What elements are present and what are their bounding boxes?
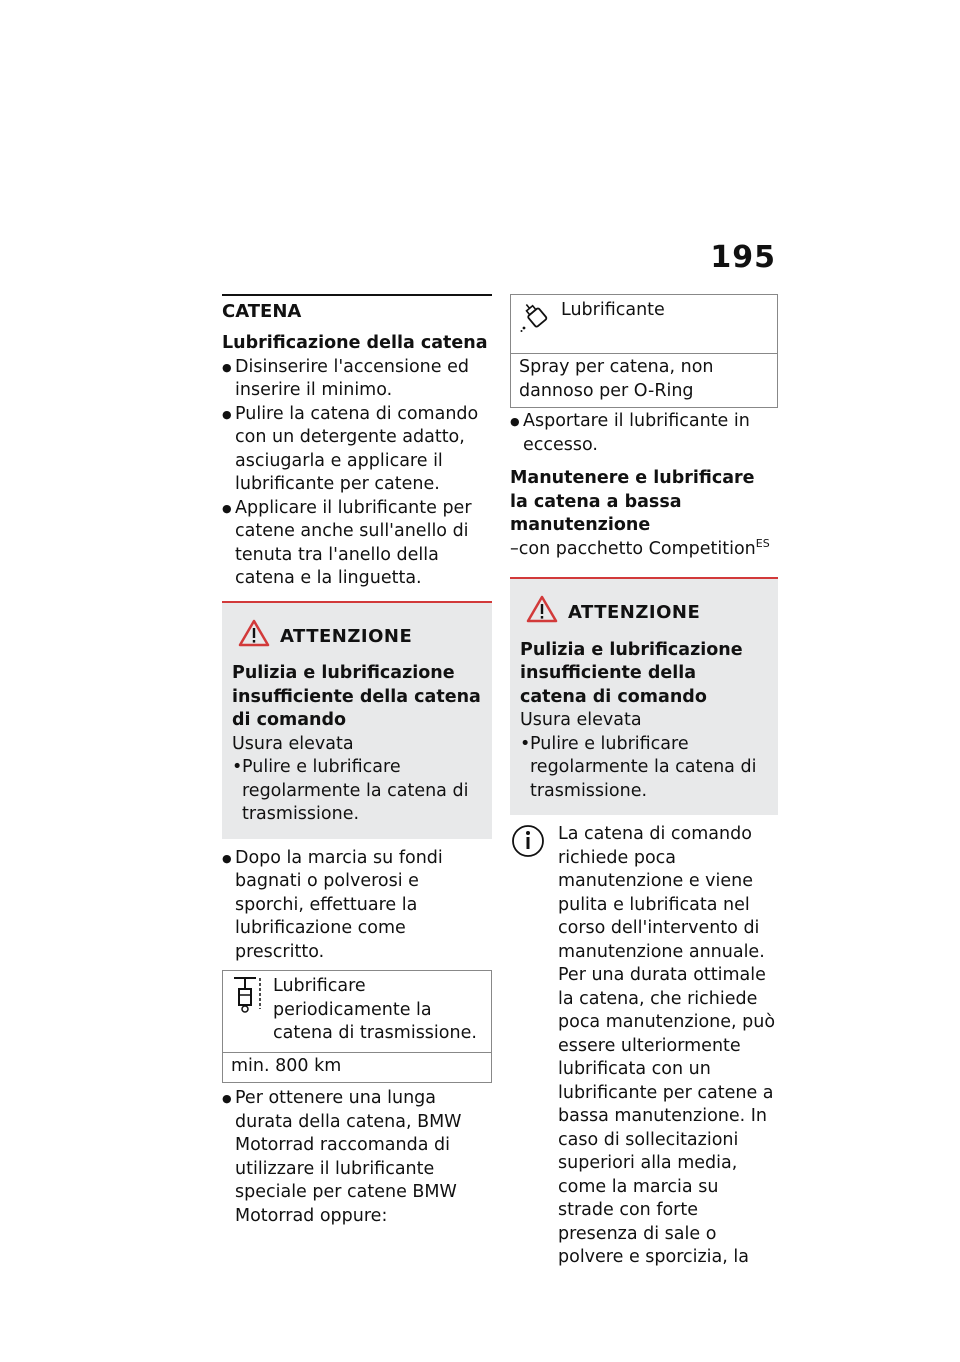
interval-table <box>222 970 492 1083</box>
section-title: CATENA <box>222 301 302 322</box>
maintenance-interval-icon <box>231 975 265 1046</box>
info-note <box>510 823 778 1270</box>
info-icon <box>510 823 548 1270</box>
warning-header <box>526 595 768 631</box>
warning-hazard: Pulizia e lubrificazione insufficiente della catena di comando <box>520 639 743 707</box>
lubricant-table <box>510 294 778 408</box>
subheading-low-maintenance: Manutenere e lubrificare la catena a bassa manutenzione <box>510 468 755 535</box>
warning-title: ATTENZIONE <box>568 602 701 623</box>
step-item: ● Applicare il lubrificante per catene anche sull'anello di tenuta tra l'anello della catena e la linguetta. <box>222 497 492 591</box>
lubricant-row <box>511 295 777 354</box>
step-item: ● Per ottenere una lunga durata della catena, BMW Motorrad raccomanda di utilizzare il lubrificante speciale per catene BMW Motorrad oppure: <box>222 1087 492 1228</box>
oil-can-icon <box>519 299 553 347</box>
warning-box <box>222 601 492 839</box>
left-column <box>222 294 492 1228</box>
option-code: ES <box>755 536 770 550</box>
section-rule <box>222 294 492 296</box>
option-note: –con pacchetto Competition$^{ES}$ <box>510 536 770 559</box>
step-item: ● Pulire la catena di comando con un detergente adatto, asciugarla e applicare il lubrificante per catene. <box>222 403 492 497</box>
warning-triangle-icon <box>526 595 558 631</box>
info-text: La catena di comando richiede poca manutenzione e viene pulita e lubrificata nel corso dell'intervento di manutenzione annuale. Per una durata ottimale la catena, che richiede poca manutenzione, può essere ulteriormente lubrificata con un lubrificante per catene a bassa manutenzione. In caso di sollecitazioni superiori alla media, come la marcia su strade con forte presenza di sale o polvere e sporcizia, la <box>558 824 776 1267</box>
interval-text: Lubrificare periodicamente la catena di trasmissione. <box>273 976 477 1043</box>
subheading-lubrication: Lubrificazione della catena <box>222 333 488 353</box>
step-list <box>222 356 492 591</box>
lubricant-label: Lubrificante <box>561 300 665 320</box>
warning-hazard: Pulizia e lubrificazione insufficiente della catena di comando <box>232 663 481 730</box>
warning-triangle-icon <box>238 619 270 655</box>
lubricant-value: Spray per catena, non dannoso per O-Ring <box>519 357 714 401</box>
interval-value: min. 800 km <box>231 1055 342 1076</box>
warning-action: • Pulire e lubrificare regolarmente la catena di trasmissione. <box>520 733 768 804</box>
warning-header <box>238 619 482 655</box>
warning-consequence: Usura elevata <box>232 733 354 754</box>
warning-action: • Pulire e lubrificare regolarmente la catena di trasmissione. <box>232 756 482 827</box>
warning-title: ATTENZIONE <box>280 625 413 647</box>
step-item: ● Disinserire l'accensione ed inserire il minimo. <box>222 356 492 403</box>
interval-row <box>223 971 491 1053</box>
option-text: con pacchetto Competition <box>518 538 756 559</box>
warning-box <box>510 577 778 815</box>
step-item: ● Asportare il lubrificante in eccesso. <box>510 410 778 457</box>
right-column <box>510 294 778 1270</box>
warning-consequence: Usura elevata <box>520 710 642 730</box>
step-item: ● Dopo la marcia su fondi bagnati o polverosi e sporchi, effettuare la lubrificazione come prescritto. <box>222 847 492 965</box>
page-number: 195 <box>710 240 776 275</box>
